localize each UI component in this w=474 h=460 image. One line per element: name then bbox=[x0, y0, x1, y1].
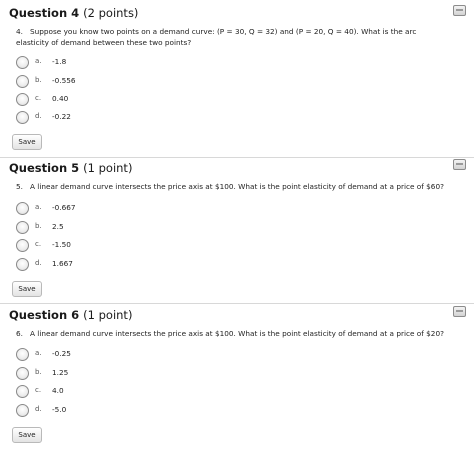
question-number: 6. bbox=[16, 329, 23, 338]
question-title bbox=[9, 6, 138, 20]
option-letter: d. bbox=[35, 259, 42, 267]
radio-button[interactable] bbox=[16, 56, 29, 69]
option-value: 2.5 bbox=[52, 222, 64, 231]
option-value: -1.50 bbox=[52, 240, 71, 249]
option-letter: b. bbox=[35, 222, 42, 230]
question-6 bbox=[0, 303, 474, 460]
option-letter: d. bbox=[35, 405, 42, 413]
radio-button[interactable] bbox=[16, 111, 29, 124]
question-points: (1 point) bbox=[83, 308, 133, 322]
radio-button[interactable] bbox=[16, 367, 29, 380]
radio-button[interactable] bbox=[16, 75, 29, 88]
save-button[interactable]: Save bbox=[12, 134, 42, 150]
question-points: (2 points) bbox=[83, 6, 139, 20]
radio-button[interactable] bbox=[16, 348, 29, 361]
option-letter: c. bbox=[35, 386, 42, 394]
question-title bbox=[9, 161, 132, 175]
question-text bbox=[16, 27, 448, 48]
radio-button[interactable] bbox=[16, 239, 29, 252]
option-value: 1.25 bbox=[52, 368, 69, 377]
radio-button[interactable] bbox=[16, 202, 29, 215]
radio-button[interactable] bbox=[16, 221, 29, 234]
option-letter: a. bbox=[35, 349, 42, 357]
question-text bbox=[16, 182, 448, 193]
question-title-label: Question 5 bbox=[9, 161, 80, 175]
option-letter: b. bbox=[35, 76, 42, 84]
question-5 bbox=[0, 157, 474, 304]
save-button[interactable]: Save bbox=[12, 281, 42, 297]
collapse-icon[interactable] bbox=[453, 5, 466, 16]
question-body: A linear demand curve intersects the price axis at $100. What is the point elasticity of demand at a price of $20? bbox=[30, 329, 444, 338]
option-value: -0.556 bbox=[52, 76, 76, 85]
option-value: -0.667 bbox=[52, 203, 76, 212]
option-value: -5.0 bbox=[52, 405, 67, 414]
option-letter: c. bbox=[35, 240, 42, 248]
question-text bbox=[16, 329, 448, 340]
collapse-icon[interactable] bbox=[453, 306, 466, 317]
question-number: 4. bbox=[16, 27, 23, 36]
option-value: 4.0 bbox=[52, 386, 64, 395]
collapse-icon[interactable] bbox=[453, 159, 466, 170]
option-letter: b. bbox=[35, 368, 42, 376]
option-value: -0.25 bbox=[52, 349, 71, 358]
option-letter: c. bbox=[35, 94, 42, 102]
option-letter: a. bbox=[35, 57, 42, 65]
question-body: A linear demand curve intersects the price axis at $100. What is the point elasticity of demand at a price of $60? bbox=[30, 182, 444, 191]
option-value: 0.40 bbox=[52, 94, 69, 103]
radio-button[interactable] bbox=[16, 404, 29, 417]
question-points: (1 point) bbox=[83, 161, 133, 175]
question-title-label: Question 4 bbox=[9, 6, 80, 20]
option-letter: a. bbox=[35, 203, 42, 211]
radio-button[interactable] bbox=[16, 93, 29, 106]
question-body: Suppose you know two points on a demand curve: (P = 30, Q = 32) and (P = 20, Q = 40). What is the arc elasticity of demand between these two points? bbox=[16, 27, 417, 47]
question-title bbox=[9, 308, 132, 322]
question-4 bbox=[0, 0, 474, 158]
radio-button[interactable] bbox=[16, 385, 29, 398]
radio-button[interactable] bbox=[16, 258, 29, 271]
save-button[interactable]: Save bbox=[12, 427, 42, 443]
question-title-label: Question 6 bbox=[9, 308, 80, 322]
option-value: 1.667 bbox=[52, 259, 73, 268]
option-value: -1.8 bbox=[52, 57, 67, 66]
option-letter: d. bbox=[35, 112, 42, 120]
option-value: -0.22 bbox=[52, 112, 71, 121]
question-number: 5. bbox=[16, 182, 23, 191]
